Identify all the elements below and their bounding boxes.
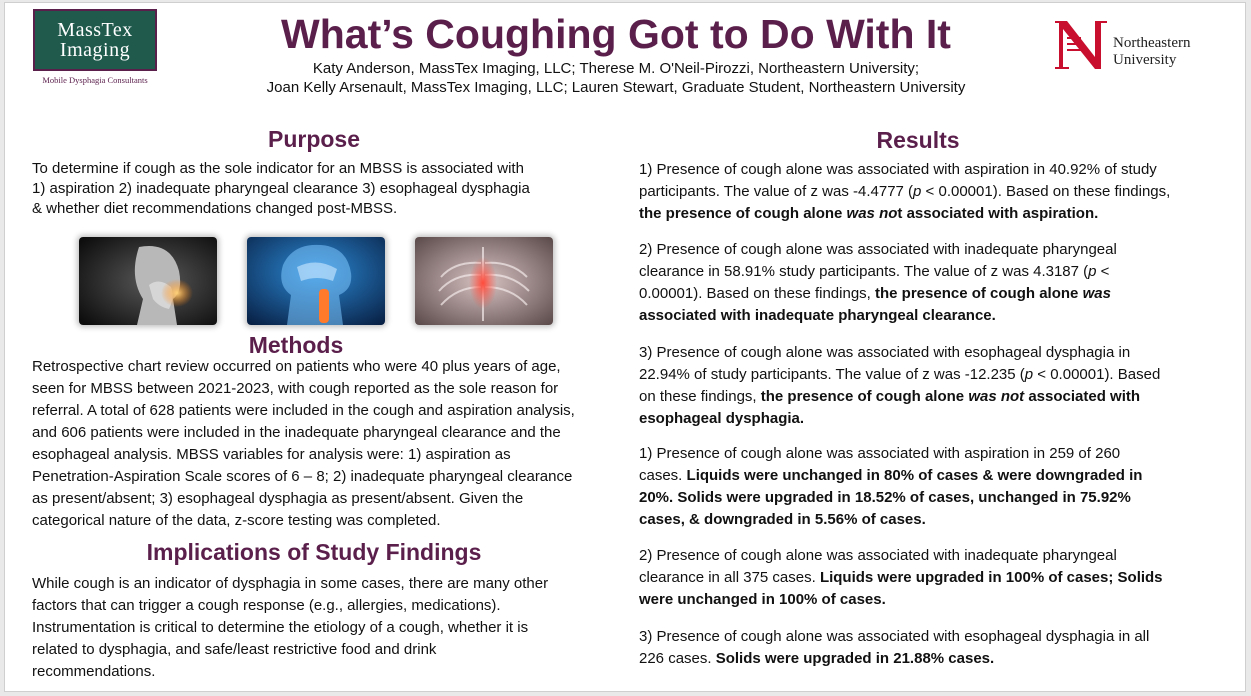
northeastern-logo xyxy=(1049,19,1219,71)
result-5-text: clearance in all 375 cases. xyxy=(639,569,820,586)
methods-line: categorical nature of the data, z-score testing was completed. xyxy=(32,512,441,529)
result-5-line-3: were unchanged in 100% of cases. xyxy=(639,591,886,608)
result-4-text: cases. xyxy=(639,467,687,484)
methods-line: esophageal analysis. MBSS variables for analysis were: 1) aspiration as xyxy=(32,446,511,463)
head-neck-xray-image xyxy=(247,237,385,325)
purpose-heading: Purpose xyxy=(267,126,361,152)
masstex-logo-box xyxy=(33,9,157,71)
p-symbol: p xyxy=(1024,366,1034,383)
result-3-line-3 xyxy=(639,386,1239,408)
result-3-line-1: 3) Presence of cough alone was associated with esophageal dysphagia in xyxy=(639,344,1131,361)
poster-title: What’s Coughing Got to Do With It xyxy=(281,11,951,57)
authors-line-2: Joan Kelly Arsenault, MassTex Imaging, LLC; Lauren Stewart, Graduate Student, Northeastern University xyxy=(266,79,966,96)
methods-line: Penetration-Aspiration Scale scores of 6 – 8; 2) inadequate pharyngeal clearance xyxy=(32,468,573,485)
implications-line: Instrumentation is critical to determine the etiology of a cough, whether it is xyxy=(32,619,529,636)
result-3-line-2 xyxy=(639,364,1239,386)
result-2-emphasis: was xyxy=(1082,285,1111,302)
implications-line: recommendations. xyxy=(32,663,156,680)
methods-line: Retrospective chart review occurred on patients who were 40 plus years of age, xyxy=(32,358,561,375)
result-3-bold: the presence of cough alone xyxy=(760,388,969,405)
methods-line: referral. A total of 628 patients were included in the cough and aspiration analysis, xyxy=(32,402,575,419)
result-2-text: < xyxy=(1096,263,1110,280)
result-1-text: participants. The value of z was -4.4777 ( xyxy=(639,183,914,200)
result-4-line-4: cases, & downgraded in 5.56% of cases. xyxy=(639,511,926,528)
result-6-bold: Solids were upgraded in 21.88% cases. xyxy=(715,650,995,667)
methods-line: seen for MBSS between 2021-2023, with cough reported as the sole reason for xyxy=(32,380,559,397)
implications-line: related to dysphagia, and safe/least restrictive food and drink xyxy=(32,641,437,658)
result-2-line-2 xyxy=(639,261,1239,283)
result-1-line-3 xyxy=(639,203,1239,225)
masstex-logo-line1: MassTex xyxy=(57,19,133,41)
northeastern-n-icon xyxy=(1049,19,1113,71)
methods-line: and 606 patients were included in the inadequate pharyngeal clearance and the xyxy=(32,424,561,441)
purpose-text xyxy=(32,159,612,219)
northeastern-line1: Northeastern xyxy=(1113,35,1191,51)
result-4 xyxy=(639,443,1239,531)
p-symbol: p xyxy=(913,183,922,200)
person-coughing-image xyxy=(79,237,217,325)
result-2-line-1: 2) Presence of cough alone was associated with inadequate pharyngeal xyxy=(639,241,1117,258)
result-3 xyxy=(639,342,1239,430)
result-6-line-1: 3) Presence of cough alone was associated with esophageal dysphagia in all xyxy=(639,628,1150,645)
implications-line: factors that can trigger a cough response (e.g., allergies, medications). xyxy=(32,597,501,614)
masstex-logo-line2: Imaging xyxy=(59,39,131,61)
result-2-line-3 xyxy=(639,283,1239,305)
result-2-line-4: associated with inadequate pharyngeal clearance. xyxy=(639,307,996,324)
result-1-text: < 0.00001). Based on these findings, xyxy=(921,183,1171,200)
result-6-text: 226 cases. xyxy=(639,650,716,667)
northeastern-wordmark xyxy=(1113,35,1190,69)
result-3-emphasis: was not xyxy=(968,388,1025,405)
result-2-bold: the presence of cough alone xyxy=(875,285,1083,302)
result-3-text: 22.94% of study participants. The value of z was -12.235 ( xyxy=(639,366,1025,383)
result-6-line-2 xyxy=(639,648,1239,670)
poster xyxy=(4,2,1246,692)
methods-heading: Methods xyxy=(248,332,344,358)
result-4-line-1: 1) Presence of cough alone was associated with aspiration in 259 of 260 xyxy=(639,445,1121,462)
purpose-line-3: & whether diet recommendations changed post-MBSS. xyxy=(32,200,398,217)
result-1-bold: the presence of cough alone xyxy=(639,205,847,222)
image-row xyxy=(79,237,559,329)
result-1-emphasis: was no xyxy=(846,205,898,222)
purpose-line-2: 1) aspiration 2) inadequate pharyngeal clearance 3) esophageal dysphagia xyxy=(32,180,530,197)
chest-xray-image xyxy=(415,237,553,325)
p-symbol: p xyxy=(1088,263,1097,280)
results-heading: Results xyxy=(876,127,960,153)
result-5-line-2 xyxy=(639,567,1239,589)
result-1 xyxy=(639,159,1239,225)
result-4-line-3: 20%. Solids were upgraded in 18.52% of cases, unchanged in 75.92% xyxy=(639,489,1131,506)
implications-text xyxy=(32,573,622,683)
result-5-line-1: 2) Presence of cough alone was associated with inadequate pharyngeal xyxy=(639,547,1117,564)
result-5-bold: Liquids were upgraded in 100% of cases; Solids xyxy=(819,569,1163,586)
result-2-text: clearance in 58.91% study participants. The value of z was 4.3187 ( xyxy=(639,263,1089,280)
result-3-bold: associated with xyxy=(1024,388,1141,405)
methods-text xyxy=(32,356,622,532)
purpose-line-1: To determine if cough as the sole indicator for an MBSS is associated with xyxy=(32,160,524,177)
result-1-line-1: 1) Presence of cough alone was associated with aspiration in 40.92% of study xyxy=(639,161,1157,178)
masstex-logo xyxy=(33,9,163,85)
result-2 xyxy=(639,239,1239,327)
result-3-text: < 0.00001). Based xyxy=(1033,366,1161,383)
authors xyxy=(245,59,987,97)
masstex-tagline: Mobile Dysphagia Consultants xyxy=(42,75,148,85)
northeastern-line2: University xyxy=(1113,52,1177,68)
result-6 xyxy=(639,626,1239,670)
result-5 xyxy=(639,545,1239,611)
result-4-line-2 xyxy=(639,465,1239,487)
result-2-text: 0.00001). Based on these findings, xyxy=(639,285,876,302)
implications-heading: Implications of Study Findings xyxy=(146,539,482,565)
implications-line: While cough is an indicator of dysphagia in some cases, there are many other xyxy=(32,575,549,592)
result-1-bold: t associated with aspiration. xyxy=(897,205,1099,222)
authors-line-1: Katy Anderson, MassTex Imaging, LLC; Therese M. O'Neil-Pirozzi, Northeastern University; xyxy=(312,60,920,77)
result-1-line-2 xyxy=(639,181,1239,203)
result-3-text: on these findings, xyxy=(639,388,761,405)
methods-line: as present/absent; 3) esophageal dysphagia as present/absent. Given the xyxy=(32,490,524,507)
result-4-bold: Liquids were unchanged in 80% of cases & were downgraded in xyxy=(686,467,1143,484)
result-3-line-4: esophageal dysphagia. xyxy=(639,410,805,427)
